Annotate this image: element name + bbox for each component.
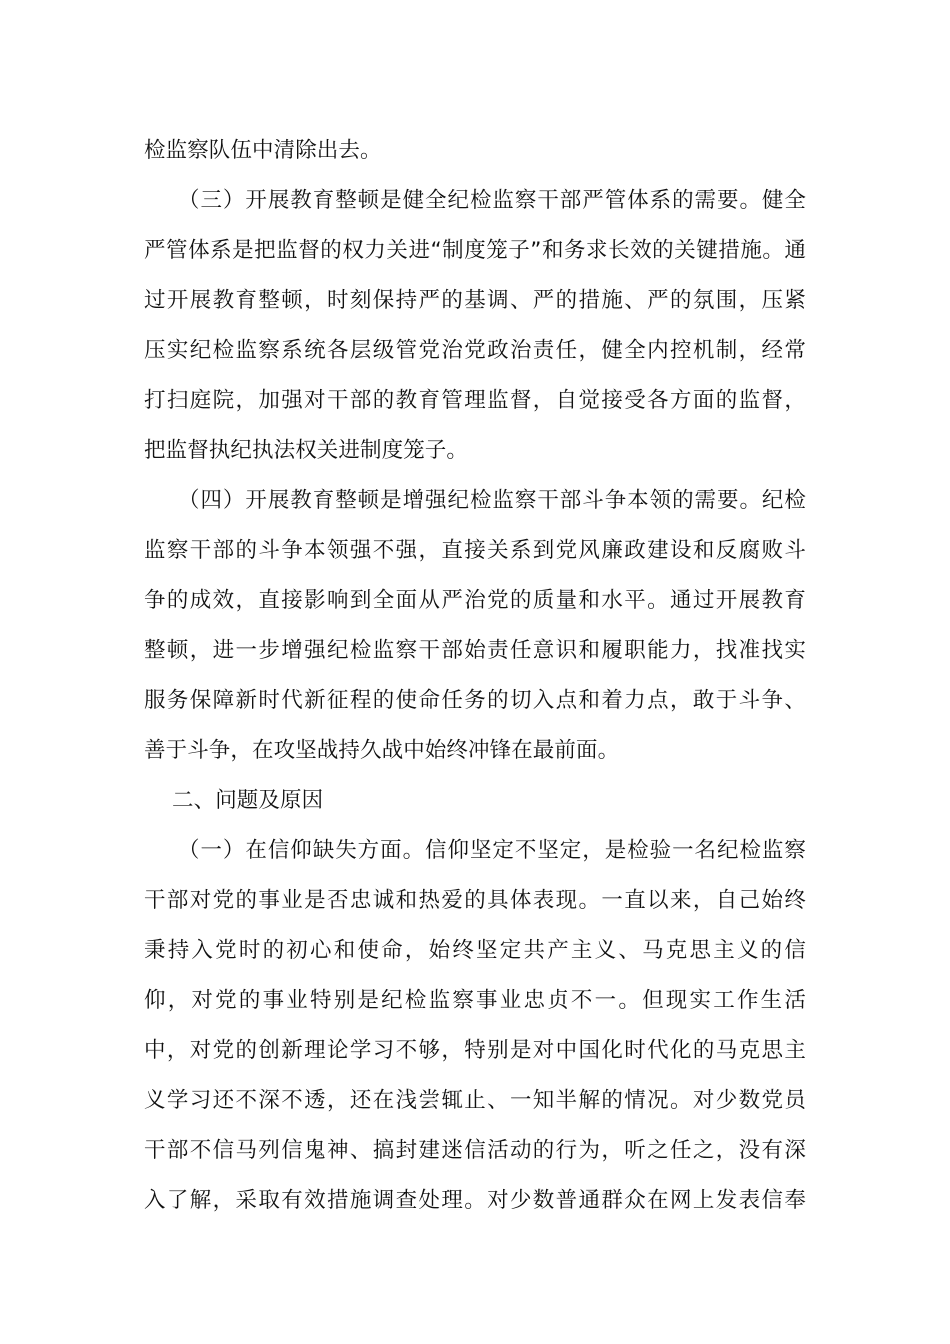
body-line: 整顿，进一步增强纪检监察干部始责任意识和履职能力，找准找实 bbox=[144, 638, 806, 663]
body-line: 仰，对党的事业特别是纪检监察事业忠贞不一。但现实工作生活 bbox=[144, 988, 806, 1013]
body-line: 中，对党的创新理论学习不够，特别是对中国化时代化的马克思主 bbox=[144, 1038, 806, 1063]
body-line: 打扫庭院，加强对干部的教育管理监督，自觉接受各方面的监督， bbox=[144, 388, 806, 413]
body-line: 过开展教育整顿，时刻保持严的基调、严的措施、严的氛围，压紧 bbox=[144, 288, 806, 313]
chapter-2-heading: 二、问题及原因 bbox=[172, 788, 324, 813]
subsection-1-heading-line: （一）在信仰缺失方面。信仰坚定不坚定，是检验一名纪检监察 bbox=[178, 838, 806, 863]
body-line: 监察干部的斗争本领强不强，直接关系到党风廉政建设和反腐败斗 bbox=[144, 538, 806, 563]
body-line: 压实纪检监察系统各层级管党治党政治责任，健全内控机制，经常 bbox=[144, 338, 806, 363]
body-line: 秉持入党时的初心和使命，始终坚定共产主义、马克思主义的信 bbox=[144, 938, 806, 963]
body-line: 严管体系是把监督的权力关进“制度笼子”和务求长效的关键措施。通 bbox=[144, 238, 806, 263]
body-line: 干部对党的事业是否忠诚和热爱的具体表现。一直以来，自己始终 bbox=[144, 888, 806, 913]
body-line: 把监督执纪执法权关进制度笼子。 bbox=[144, 438, 469, 463]
body-line: 善于斗争，在攻坚战持久战中始终冲锋在最前面。 bbox=[144, 738, 620, 763]
body-line: 义学习还不深不透，还在浅尝辄止、一知半解的情况。对少数党员 bbox=[144, 1088, 806, 1113]
body-line: 争的成效，直接影响到全面从严治党的质量和水平。通过开展教育 bbox=[144, 588, 806, 613]
document-body bbox=[144, 126, 806, 1226]
body-line: 入了解，采取有效措施调查处理。对少数普通群众在网上发表信奉 bbox=[144, 1188, 806, 1213]
section-4-heading-line: （四）开展教育整顿是增强纪检监察干部斗争本领的需要。纪检 bbox=[178, 488, 806, 513]
body-line: 检监察队伍中清除出去。 bbox=[144, 138, 382, 163]
body-line: 服务保障新时代新征程的使命任务的切入点和着力点，敢于斗争、 bbox=[144, 688, 806, 713]
section-3-heading-line: （三）开展教育整顿是健全纪检监察干部严管体系的需要。健全 bbox=[178, 188, 806, 213]
body-line: 干部不信马列信鬼神、搞封建迷信活动的行为，听之任之，没有深 bbox=[144, 1138, 806, 1163]
